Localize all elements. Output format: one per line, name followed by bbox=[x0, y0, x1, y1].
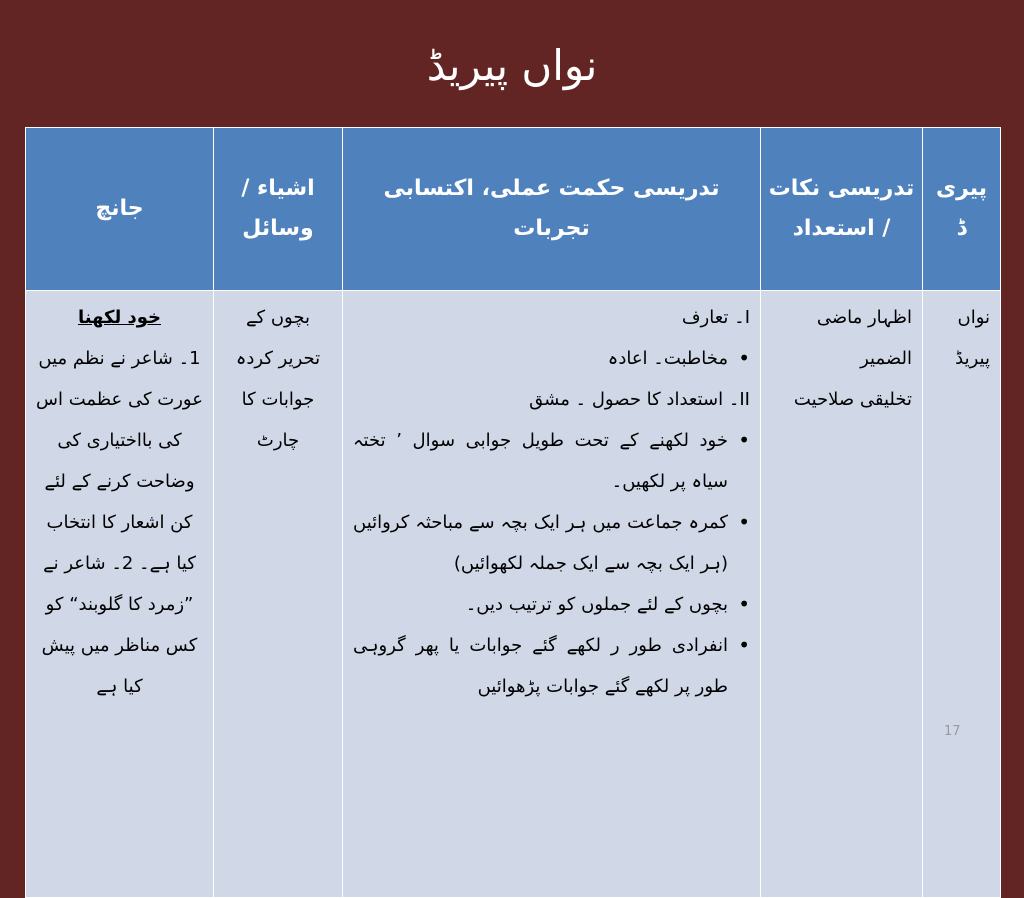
practice-heading: II۔ استعداد کا حصول ۔ مشق bbox=[529, 389, 750, 410]
cell-teaching-points bbox=[761, 291, 923, 898]
assessment-heading: خود لکھنا bbox=[78, 307, 161, 328]
header-materials: اشیاء /وسائل bbox=[214, 128, 343, 291]
cell-period: نواں پیریڈ bbox=[923, 291, 1001, 898]
list-item: • مخاطبت۔ اعادہ bbox=[353, 338, 750, 379]
list-item: • بچوں کے لئے جملوں کو ترتیب دیں۔ bbox=[353, 584, 750, 625]
cell-assessment bbox=[26, 291, 214, 898]
list-item: • کمرہ جماعت میں ہر ایک بچہ سے مباحثہ کروائیں (ہر ایک بچہ سے ایک جملہ لکھوائیں) bbox=[353, 502, 750, 584]
table-header-row bbox=[26, 128, 1001, 291]
list-item: • خود لکھنے کے تحت طویل جوابی سوال ’ تختہ سیاہ پر لکھیں۔ bbox=[353, 420, 750, 502]
teaching-point: تخلیقی صلاحیت bbox=[793, 389, 912, 410]
lesson-plan-table bbox=[25, 127, 1001, 898]
page-number: 17 bbox=[944, 724, 961, 739]
header-teaching-strategy: تدریسی حکمت عملی، اکتسابی تجربات bbox=[343, 128, 761, 291]
assessment-text: 1۔ شاعر نے نظم میں عورت کی عظمت اس کی بااختیاری کی وضاحت کرنے کے لئے کن اشعار کا انتخاب کیا ہے۔ 2۔ شاعر نے ”زمرد کا گلوبند“ کو کس مناظر میں پیش کیا ہے bbox=[36, 348, 203, 697]
cell-teaching-strategy bbox=[343, 291, 761, 898]
intro-heading: I۔ تعارف bbox=[681, 307, 750, 328]
header-teaching-points: تدریسی نکات / استعداد bbox=[761, 128, 923, 291]
cell-materials: بچوں کے تحریر کردہ جوابات کا چارٹ bbox=[214, 291, 343, 898]
teaching-point: اظہار ماضی الضمیر bbox=[816, 307, 912, 369]
practice-bullets bbox=[353, 420, 750, 707]
intro-bullets bbox=[353, 338, 750, 379]
slide-title: نواں پیریڈ bbox=[426, 41, 598, 90]
list-item: • انفرادی طور ر لکھے گئے جوابات یا پھر گروہی طور پر لکھے گئے جوابات پڑھوائیں bbox=[353, 625, 750, 707]
header-assessment: جانچ bbox=[26, 128, 214, 291]
header-period: پیری ڈ bbox=[923, 128, 1001, 291]
table-row bbox=[26, 291, 1001, 898]
